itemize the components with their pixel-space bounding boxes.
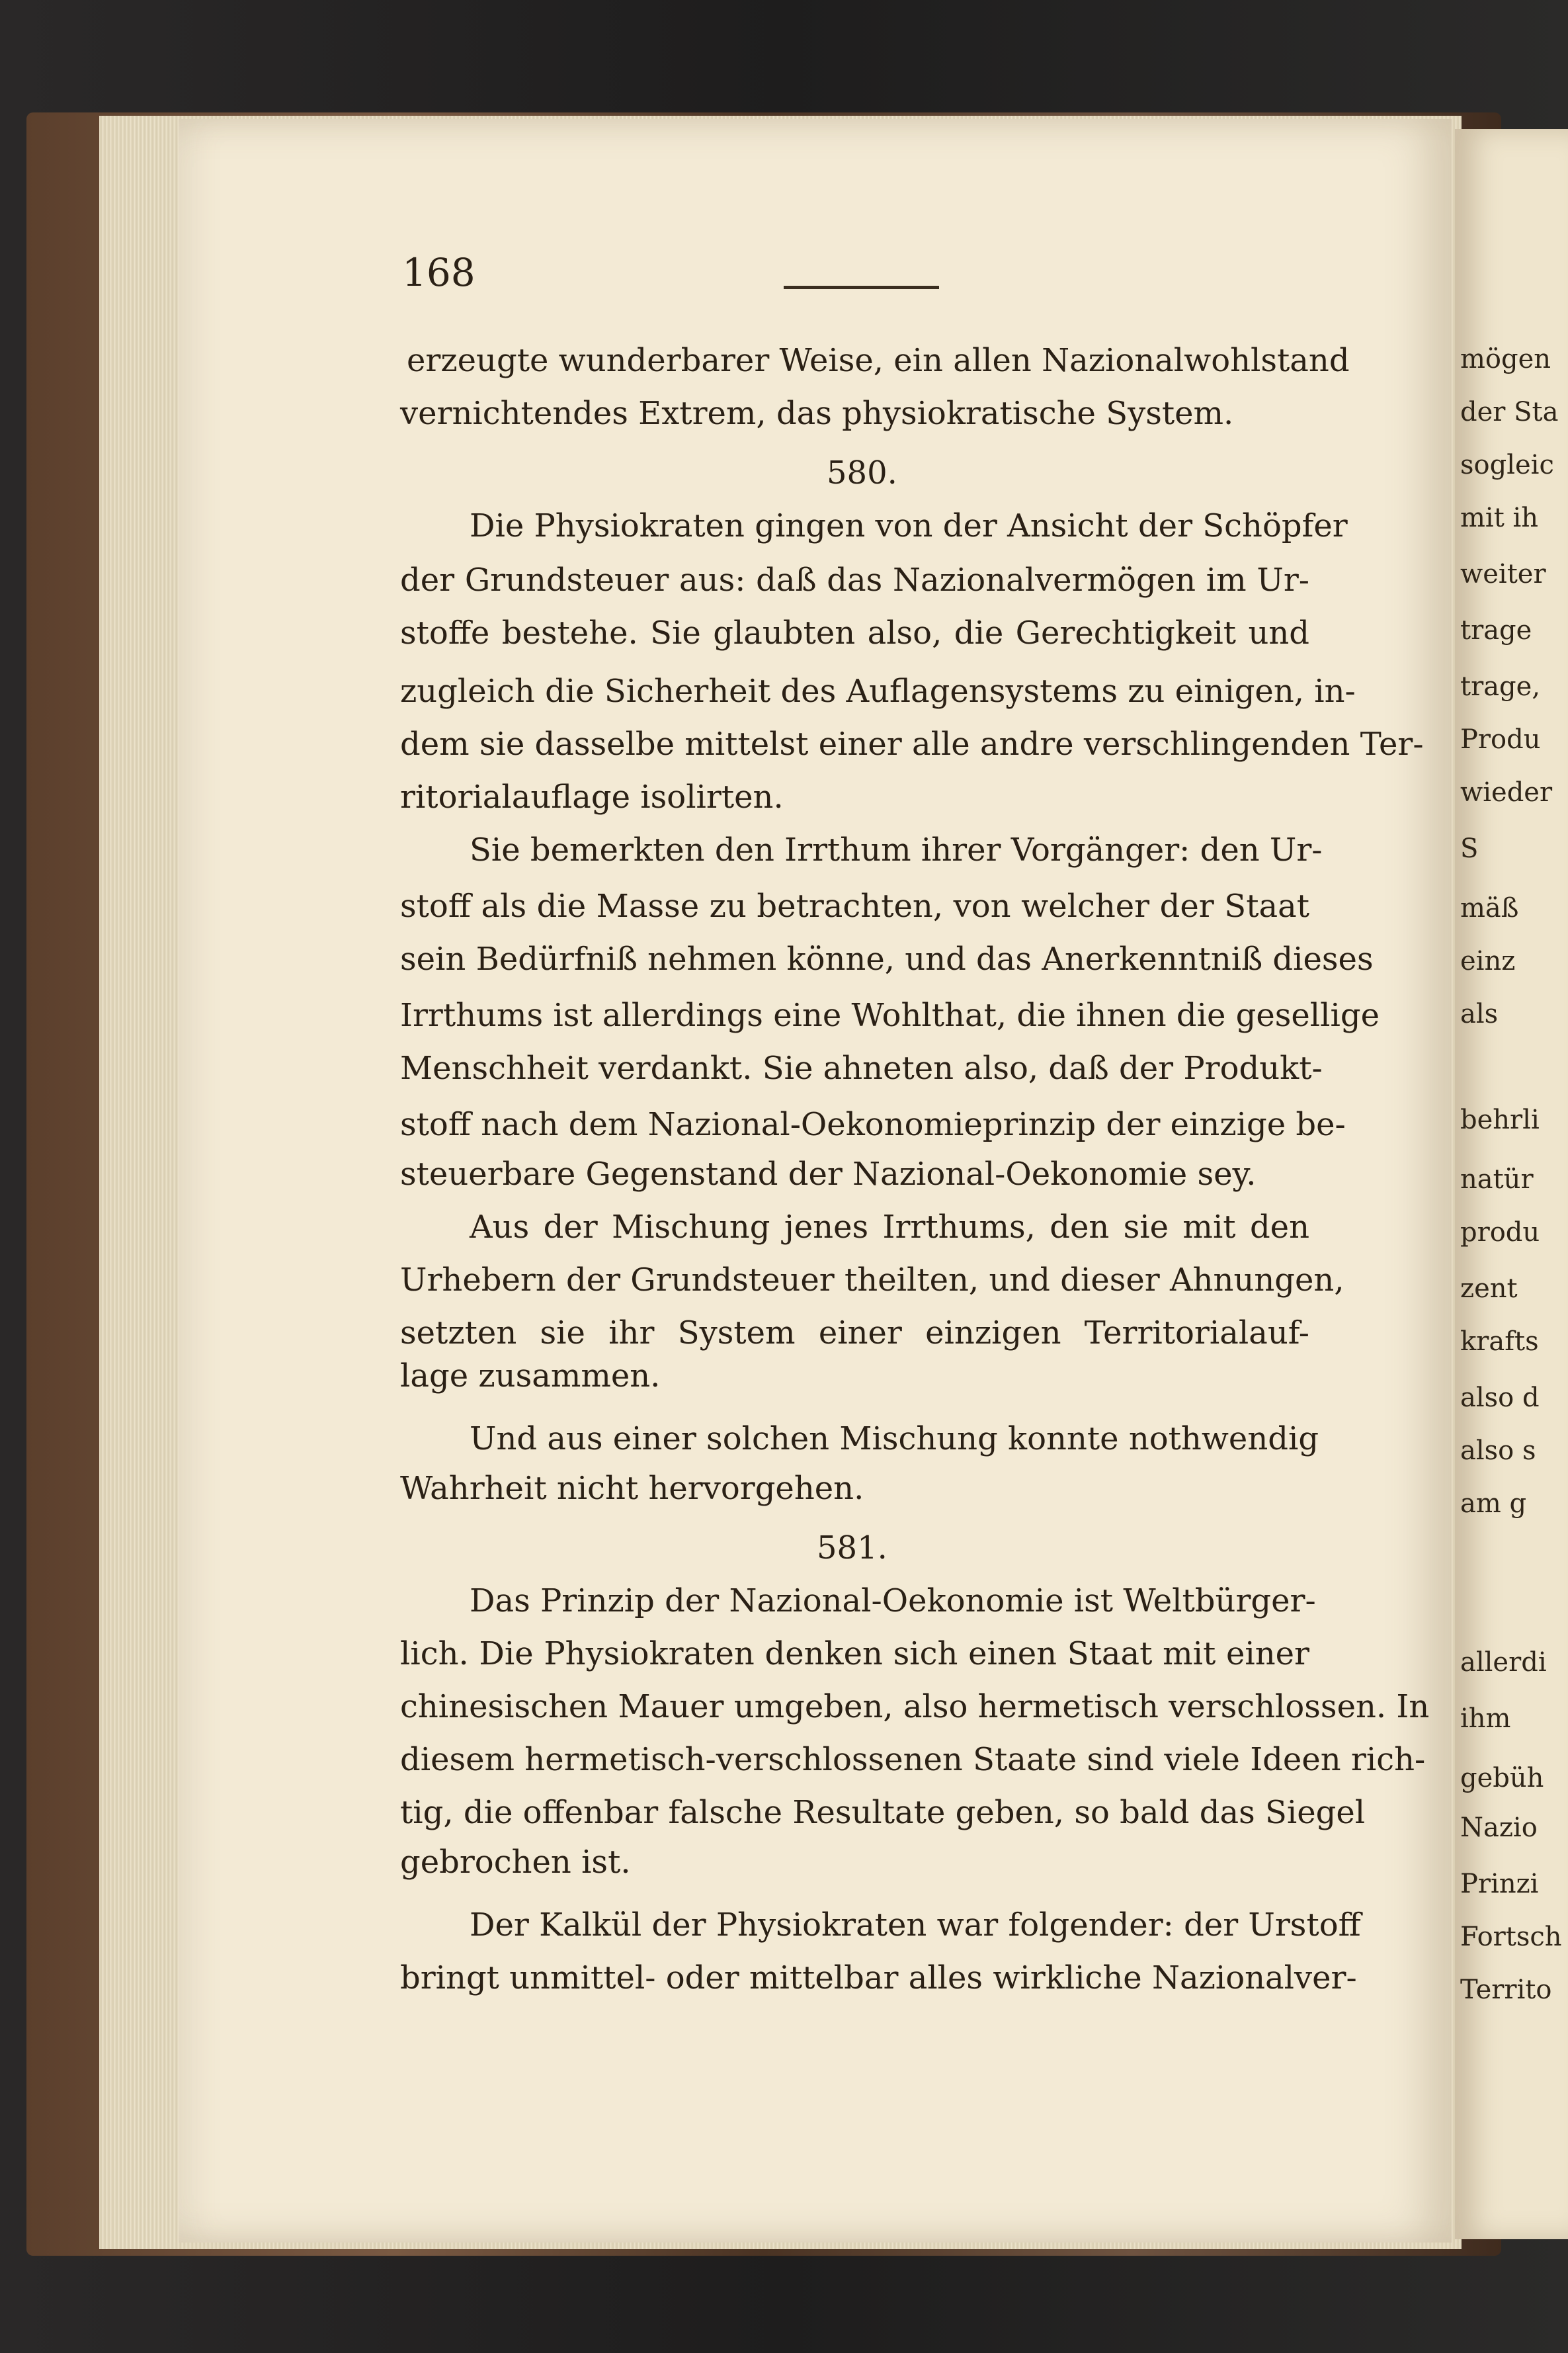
facing-page-fragment: Fortsch <box>1460 1922 1562 1952</box>
facing-page-fragment: mit ih <box>1460 503 1539 533</box>
text-line: Die Physiokraten gingen von der Ansicht der Schöpfer <box>470 507 1348 544</box>
facing-page-fragment: gebüh <box>1460 1763 1544 1793</box>
facing-page-fragment: trage, <box>1460 671 1541 702</box>
text-line: zugleich die Sicherheit des Auflagensystems zu einigen, in- <box>400 673 1356 710</box>
text-line: lage zusammen. <box>400 1357 661 1394</box>
facing-page-fragment: Territo <box>1460 1975 1552 2005</box>
facing-page-fragment: produ <box>1460 1217 1540 1248</box>
section-number: 580. <box>827 454 897 492</box>
facing-page-fragment: krafts <box>1460 1326 1539 1357</box>
facing-page-fragment: mögen <box>1460 344 1551 374</box>
text-line: der Grundsteuer aus: daß das Nazionalvermögen im Ur- <box>400 562 1309 599</box>
facing-page-fragment: zent <box>1460 1273 1518 1304</box>
facing-page-fragment: trage <box>1460 615 1532 646</box>
text-line: chinesischen Mauer umgeben, also hermetisch verschlossen. In <box>400 1688 1430 1725</box>
text-line: vernichtendes Extrem, das physiokratische System. <box>400 395 1234 432</box>
facing-page-fragment: Prinzi <box>1460 1869 1539 1899</box>
facing-page-fragment: wieder <box>1460 777 1553 808</box>
page-number: 168 <box>402 250 475 295</box>
text-line: Urhebern der Grundsteuer theilten, und dieser Ahnungen, <box>400 1262 1344 1299</box>
text-line: bringt unmittel- oder mittelbar alles wirkliche Nazionalver- <box>400 1959 1357 1996</box>
facing-page-fragment: natür <box>1460 1164 1534 1195</box>
text-line: stoff nach dem Nazional-Oekonomieprinzip der einzige be- <box>400 1106 1346 1143</box>
text-line: Der Kalkül der Physiokraten war folgender: der Urstoff <box>470 1906 1361 1944</box>
text-line: Menschheit verdankt. Sie ahneten also, daß der Produkt- <box>400 1050 1323 1087</box>
text-line: stoffe bestehe. Sie glaubten also, die Gerechtigkeit und <box>400 615 1309 652</box>
text-line: setzten sie ihr System einer einzigen Territorialauf- <box>400 1314 1309 1351</box>
facing-page-fragment: sogleic <box>1460 450 1554 480</box>
facing-page-fragment: mäß <box>1460 893 1519 923</box>
facing-page-fragment: am g <box>1460 1488 1527 1519</box>
facing-page-fragment: allerdi <box>1460 1647 1547 1678</box>
text-line: dem sie dasselbe mittelst einer alle andre verschlingenden Ter- <box>400 726 1424 763</box>
facing-page-fragment: weiter <box>1460 559 1546 589</box>
text-line: ritorialauflage isolirten. <box>400 779 784 816</box>
facing-page-fragment: also s <box>1460 1435 1536 1466</box>
facing-page-fragment: S <box>1460 834 1479 864</box>
text-line: diesem hermetisch-verschlossenen Staate sind viele Ideen rich- <box>400 1741 1426 1778</box>
section-number: 581. <box>817 1529 887 1566</box>
facing-page-fragment: der Sta <box>1460 397 1559 427</box>
text-line: Das Prinzip der Nazional-Oekonomie ist Weltbürger- <box>470 1582 1316 1619</box>
text-line: Irrthums ist allerdings eine Wohlthat, die ihnen die gesellige <box>400 997 1380 1034</box>
text-line: Sie bemerkten den Irrthum ihrer Vorgänger: den Ur- <box>470 832 1323 869</box>
facing-page-fragment: Produ <box>1460 724 1541 755</box>
text-line: Wahrheit nicht hervorgehen. <box>400 1470 864 1507</box>
text-line: Und aus einer solchen Mischung konnte nothwendig <box>470 1420 1319 1457</box>
text-line: stoff als die Masse zu betrachten, von welcher der Staat <box>400 888 1309 925</box>
text-line: gebrochen ist. <box>400 1844 631 1881</box>
text-line: steuerbare Gegenstand der Nazional-Oekonomie sey. <box>400 1156 1257 1193</box>
text-line: lich. Die Physiokraten denken sich einen Staat mit einer <box>400 1635 1309 1672</box>
facing-page-fragment: einz <box>1460 946 1516 976</box>
text-line: sein Bedürfniß nehmen könne, und das Anerkenntniß dieses <box>400 941 1374 978</box>
facing-page-fragment: also d <box>1460 1383 1540 1413</box>
facing-page-fragment: Nazio <box>1460 1813 1538 1843</box>
text-line: Aus der Mischung jenes Irrthums, den sie mit den <box>470 1209 1309 1246</box>
header-rule <box>784 286 939 289</box>
facing-page-fragment: ihm <box>1460 1703 1511 1734</box>
facing-page-fragment: behrli <box>1460 1105 1540 1135</box>
text-line: tig, die offenbar falsche Resultate geben, so bald das Siegel <box>400 1794 1366 1831</box>
facing-page-fragment: als <box>1460 999 1499 1029</box>
text-line: erzeugte wunderbarer Weise, ein allen Nazionalwohlstand <box>407 342 1350 379</box>
